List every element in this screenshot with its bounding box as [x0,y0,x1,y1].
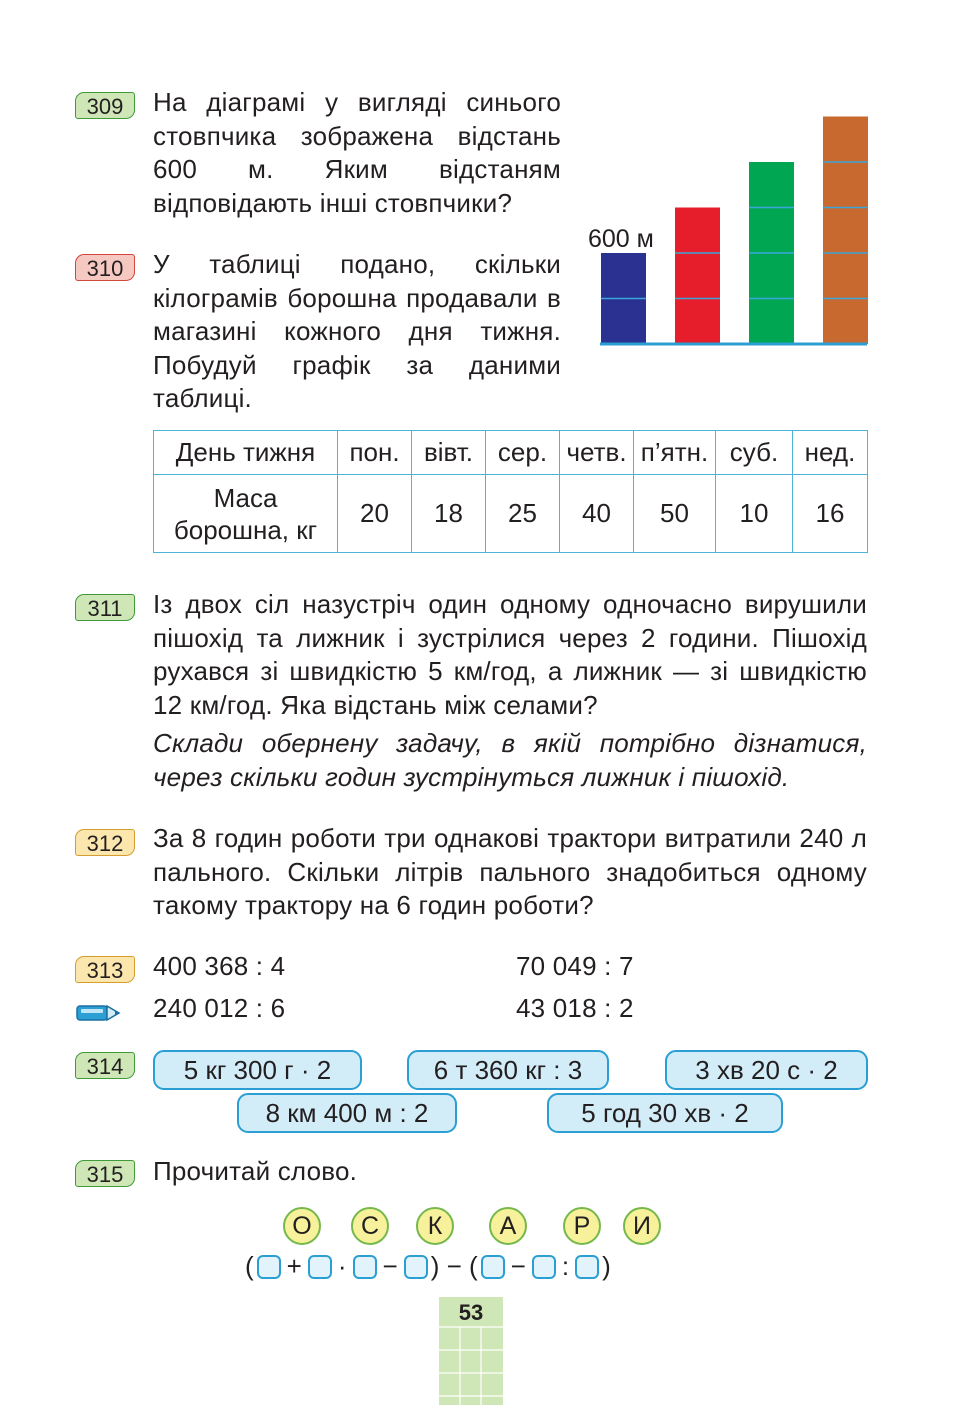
answer-box[interactable] [257,1255,281,1279]
expression: 43 018 : 2 [516,993,634,1023]
expression: 70 049 : 7 [516,951,634,981]
letter-circle: И [623,1207,661,1245]
table-value-cell: 40 [560,475,634,553]
expression-pill: 3 хв 20 с · 2 [665,1050,868,1090]
task-312-text: За 8 годин роботи три однакові трактори витратили 240 л пального. Скільки літрів пального знадобиться одному такому трактору на 6 годин роботи? [153,823,867,920]
table-header-day: День тижня [154,431,338,475]
task-number-315: 315 [75,1160,135,1187]
formula-paren: ) [602,1251,611,1281]
table-header-mass: Маса борошна, кг [154,475,338,553]
formula-operator: − [382,1251,398,1281]
formula-operator: : [561,1251,570,1281]
formula-paren: ( [245,1251,254,1281]
chart-bar [823,117,868,345]
answer-box[interactable] [308,1255,332,1279]
table-day-cell: суб. [716,431,793,475]
task-number-311: 311 [75,594,135,621]
answer-box[interactable] [481,1255,505,1279]
task-309-text: На діаграмі у вигляді синього стовпчика зображена відстань 600 м. Яким відстаням відповідають інші стовпчики? [153,87,561,218]
task-311-italic: Склади обернену задачу, в якій потрібно дізнатися, через скільки годин зустрінуться лижник і пішохід. [153,728,867,792]
task-number-310: 310 [75,254,135,281]
table-day-cell: вівт. [412,431,486,475]
table-value-cell: 20 [338,475,412,553]
chart-bar [675,208,720,345]
task-number-314: 314 [75,1052,135,1079]
answer-box[interactable] [532,1255,556,1279]
task-number-309: 309 [75,92,135,119]
letter-circle: С [351,1207,389,1245]
formula-operator: − [510,1251,526,1281]
flour-table [153,430,868,553]
letter-circle: А [489,1207,527,1245]
table-value-cell: 10 [716,475,793,553]
expression: 400 368 : 4 [153,951,286,981]
page-number: 53 [458,1300,484,1325]
table-value-cell: 18 [412,475,486,553]
task-311-text: Із двох сіл назустріч один одному одночасно вирушили пішохід та лижник і зустрілися через 2 години. Пішохід рухався зі швидкістю 5 км/год, а лижник — зі швидкістю 12 км/год. Яка відстань між селами? [153,589,867,720]
table-day-cell: четв. [560,431,634,475]
task-315-text: Прочитай слово. [153,1156,358,1186]
formula-operator: + [286,1251,302,1281]
answer-box[interactable] [575,1255,599,1279]
answer-box[interactable] [404,1255,428,1279]
table-day-cell: нед. [793,431,868,475]
expression-pill: 5 год 30 хв · 2 [547,1093,783,1133]
letter-circle: Р [563,1207,601,1245]
formula-operator: ) − ( [430,1251,478,1281]
bar-chart [580,110,875,350]
bar-annotation-600m: 600 м [588,225,654,253]
pencil-icon [75,1001,123,1025]
table-day-cell: п’ятн. [634,431,716,475]
table-day-cell: сер. [486,431,560,475]
task-number-313: 313 [75,956,135,983]
expression-pill: 8 км 400 м : 2 [237,1093,457,1133]
expression: 240 012 : 6 [153,993,286,1023]
expression-pill: 6 т 360 кг : 3 [407,1050,609,1090]
table-value-cell: 16 [793,475,868,553]
expression-pill: 5 кг 300 г · 2 [153,1050,362,1090]
table-value-cell: 25 [486,475,560,553]
table-value-cell: 50 [634,475,716,553]
letter-circle: К [416,1207,454,1245]
table-day-cell: пон. [338,431,412,475]
word-formula [245,1250,611,1282]
task-number-312: 312 [75,829,135,856]
formula-operator: · [337,1251,347,1281]
letter-circle: О [283,1207,321,1245]
task-310-text: У таблиці подано, скільки кілограмів борошна продавали в магазині кожного дня тижня. Побудуй графік за даними таблиці. [153,249,561,413]
answer-box[interactable] [353,1255,377,1279]
